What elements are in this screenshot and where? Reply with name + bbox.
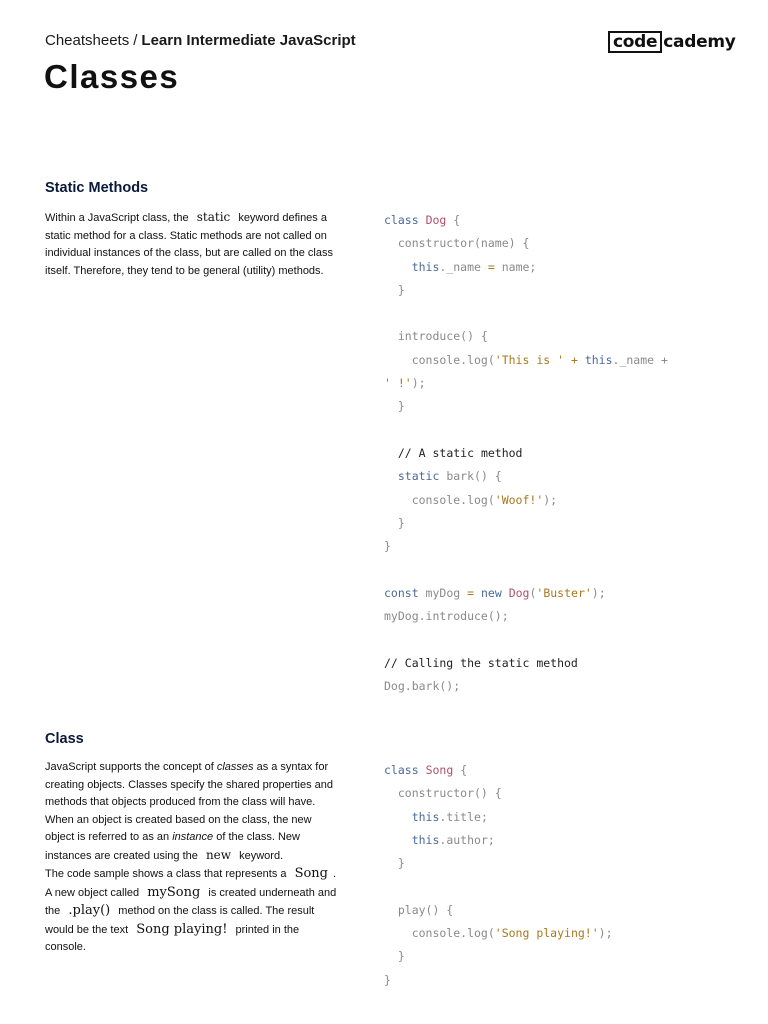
code-token: console.log(	[384, 926, 495, 941]
code-token: =	[467, 585, 475, 600]
code-line: constructor() {	[384, 786, 502, 801]
code-line: introduce() {	[384, 329, 488, 344]
codecademy-logo[interactable]	[608, 31, 736, 53]
inline-code: .play()	[68, 903, 111, 918]
inline-code: Song	[294, 866, 329, 881]
text-span: is created underneath and the	[45, 886, 337, 917]
logo-cademy-text: cademy	[663, 32, 736, 52]
code-token: this	[411, 809, 440, 824]
breadcrumb-separator: /	[133, 32, 138, 49]
paragraph	[45, 812, 337, 866]
code-token: name;	[494, 259, 537, 274]
breadcrumb	[45, 32, 356, 49]
code-token: class	[384, 213, 419, 227]
breadcrumb-root-link[interactable]: Cheatsheets	[45, 32, 130, 49]
code-line: }	[384, 515, 405, 530]
code-token: ._name	[439, 259, 488, 274]
text-span: . A new object called	[45, 868, 337, 899]
code-token: class	[384, 763, 419, 777]
code-line: Dog.bark();	[384, 678, 461, 693]
code-token: {	[446, 213, 461, 227]
code-token: );	[598, 926, 613, 941]
code-token: 'Song playing!'	[494, 926, 599, 941]
text-span: JavaScript supports the concept of	[45, 761, 214, 773]
code-token: .author;	[439, 832, 495, 847]
code-line: }	[384, 972, 391, 987]
paragraph	[45, 865, 337, 957]
code-token: =	[487, 259, 495, 274]
breadcrumb-current-link[interactable]: Learn Intermediate JavaScript	[141, 32, 356, 49]
code-token: const	[384, 585, 419, 600]
code-line: }	[384, 949, 405, 964]
code-token: Song	[425, 763, 454, 777]
code-comment: // Calling the static method	[384, 655, 578, 670]
text-span: The code sample shows a class that represents a	[45, 868, 287, 880]
inline-code: static	[196, 210, 231, 224]
code-block-static-methods: class Dog { constructor(name) { this._name = name; } introduce() { console.log('This is ' + this._name + ' !'); } // A static method static bark() { console.log('Woof!'); } } const myDog = new Dog('Buster'); myDog.introduce(); // Calling the static method Dog.bark();	[384, 213, 668, 693]
code-block-class	[384, 759, 613, 992]
code-comment: // A static method	[397, 445, 523, 460]
section-text-class	[45, 759, 337, 957]
code-token: bark() {	[439, 469, 502, 484]
text-span: keyword defines a static method for a class. Static methods are not called on individual instances of the class, but are called on the class itself. Therefore, they tend to be general (utility) methods.	[45, 212, 333, 277]
code-token: myDog	[418, 585, 468, 600]
code-token: ' !'	[384, 376, 412, 391]
emphasis: instance	[172, 831, 214, 843]
inline-code: mySong	[147, 884, 201, 900]
code-line: play() {	[384, 902, 454, 917]
code-token: new	[480, 585, 502, 600]
code-token: +	[564, 352, 585, 367]
code-line: }	[384, 399, 405, 414]
code-token: this	[411, 259, 440, 274]
text-span: When an object is created based on the class, the new object is referred to as an	[45, 813, 312, 843]
code-line: constructor(name) {	[384, 236, 530, 251]
code-token: this	[584, 352, 613, 367]
code-token: 'This is '	[494, 352, 565, 367]
code-line: }	[384, 856, 405, 871]
section-title-static-methods: Static Methods	[45, 180, 149, 196]
code-token: );	[543, 492, 558, 507]
code-token: );	[411, 376, 426, 391]
logo-code-box: code	[608, 31, 662, 53]
text-span: printed in the console.	[45, 923, 300, 953]
inline-code: new	[205, 847, 232, 862]
code-token: ._name +	[612, 352, 668, 367]
code-token: 'Buster'	[536, 585, 592, 600]
paragraph	[45, 759, 337, 812]
code-token: .title;	[439, 809, 488, 824]
code-token: 'Woof!'	[494, 492, 544, 507]
text-span: of the class. New instances are created using the	[45, 831, 300, 862]
text-span: Within a JavaScript class, the	[45, 212, 189, 224]
code-line: myDog.introduce();	[384, 609, 509, 624]
code-token: this	[411, 832, 440, 847]
code-token: console.log(	[384, 492, 495, 507]
text-span: as a syntax for creating objects. Classes specify the shared properties and methods that objects produced from the class will have.	[45, 761, 333, 808]
inline-code: Song playing!	[136, 921, 228, 937]
emphasis: classes	[216, 761, 254, 773]
text-span: method on the class is called. The result would be the text	[45, 905, 315, 936]
code-token: );	[591, 585, 606, 600]
code-token: console.log(	[384, 352, 495, 367]
text-span: keyword.	[239, 849, 284, 862]
paragraph	[45, 209, 337, 280]
code-line: }	[384, 539, 391, 554]
section-text-static-methods	[45, 209, 337, 280]
code-token: Dog	[425, 213, 447, 227]
section-title-class: Class	[45, 731, 84, 747]
code-token: {	[453, 763, 468, 777]
page-title: Classes	[44, 58, 180, 95]
code-line: }	[384, 282, 405, 297]
code-token: static	[397, 469, 440, 484]
code-token: Dog	[508, 585, 530, 600]
